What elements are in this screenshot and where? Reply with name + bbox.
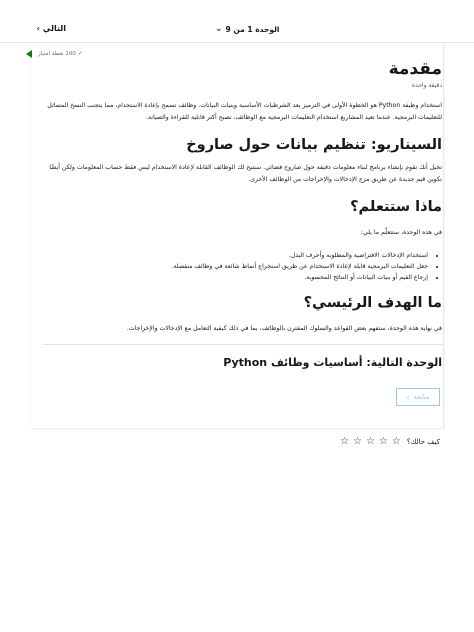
next-label: التالي	[42, 24, 66, 33]
learn-list	[43, 250, 442, 283]
chevron-left-icon: ‹	[406, 392, 410, 402]
star-icon[interactable]: ☆	[391, 436, 401, 447]
list-item: • إرجاع القيم أو بنيات البيانات أو النتائج المحسوبة.	[43, 272, 428, 283]
top-navigation-bar	[0, 0, 474, 43]
xp-label: 100 نقطة امتياز	[38, 50, 76, 57]
list-item: • جعل التعليمات البرمجية قابلة لإعادة الاستخدام عن طريق استخراج أنماط شائعة في وظائف منفصلة.	[43, 261, 428, 272]
page-title: مقدمة	[388, 59, 442, 79]
divider	[43, 344, 442, 345]
unit-selector[interactable]	[215, 24, 279, 34]
xp-badge	[38, 50, 83, 57]
continue-label: متابعة	[413, 393, 430, 401]
rating-stars	[340, 436, 401, 447]
unit-content	[43, 58, 442, 370]
feedback-question: كيف حالك؟	[406, 437, 440, 446]
chevron-left-icon: ‹	[36, 24, 40, 33]
intro-paragraph: استخدام وظيفة Python هو الخطوة الأولى في الترميز بعد الشرطيات الأساسية وبنيات البيانات. وظائف تسمح بإعادة الاستخدام، مما يتجنب النسخ المتماثل للتعليمات البرمجية. عندما تعيد المشاريع استخدام التعليمات البرمجية مع الوظائف، تصبح أكثر قابلية للقراءة والصيانة.	[47, 102, 442, 121]
goal-paragraph: في نهاية هذه الوحدة، ستفهم بعض القواعد والسلوك المقترن بالوظائف، بما في ذلك كيفية التعامل مع الإدخالات والإخراجات.	[126, 324, 442, 332]
goal-heading: ما الهدف الرئيسي؟	[303, 294, 442, 311]
star-icon[interactable]: ☆	[340, 436, 349, 447]
duration-text: دقيقة واحدة	[411, 82, 442, 89]
chevron-down-icon: ⌄	[215, 24, 223, 34]
scenario-heading: السيناريو: تنظيم بيانات حول صاروخ	[186, 137, 442, 153]
progress-marker-icon	[26, 50, 32, 58]
learn-heading: ماذا ستتعلم؟	[350, 199, 442, 215]
star-icon[interactable]: ☆	[353, 436, 362, 447]
star-icon[interactable]: ☆	[378, 436, 388, 447]
star-icon[interactable]: ☆	[365, 436, 375, 447]
next-unit-button[interactable]	[37, 24, 66, 33]
feedback-bar	[300, 436, 440, 447]
list-item: • استخدام الإدخالات الافتراضية والمطلوبة وأحرف البدل.	[43, 250, 428, 261]
scenario-paragraph: تخيل أنك تقوم بإنشاء برنامج لبناء معلومات دقيقة حول صاروخ فضائي. ستتيح لك الوظائف القابلة لإعادة الاستخدام ليس فقط حساب المعلومات ولكن أيضًا تكوين قيم جديدة عن طريق مزج الإدخالات والإخراجات من الوظائف الأخرى.	[49, 164, 442, 183]
unit-label: الوحدة 1 من 9	[225, 24, 280, 34]
check-icon: ✓	[77, 50, 83, 57]
continue-button[interactable]	[396, 388, 440, 406]
learn-intro: في هذه الوحدة، ستتعلّم ما يلي:	[360, 229, 442, 236]
next-unit-heading: الوحدة التالية: أساسيات وظائف Python	[223, 356, 442, 369]
